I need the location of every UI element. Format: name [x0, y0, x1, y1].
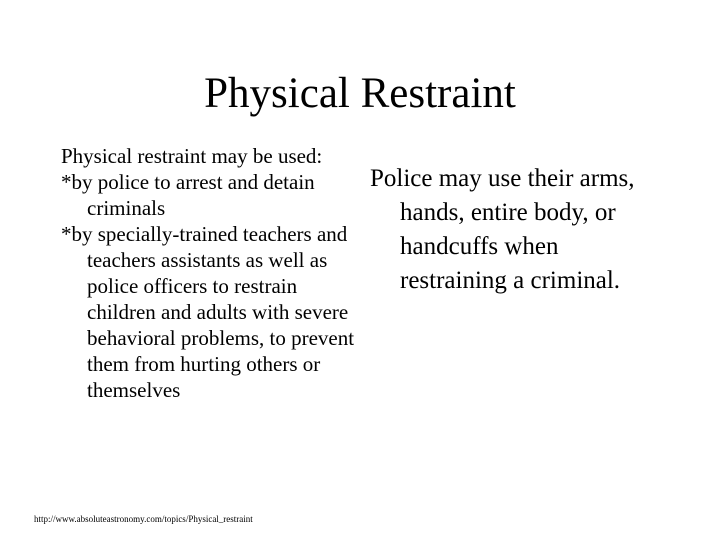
slide-title: Physical Restraint [204, 70, 516, 117]
police-methods: Police may use their arms, hands, entire body, or handcuffs when restraining a criminal. [370, 165, 635, 294]
restraint-use-teachers: *by specially-trained teachers and teachers assistants as well as police officers to restrain children and adults with severe behavioral problems, to prevent them from hurting others or themselves [61, 222, 355, 402]
source-url: http://www.absoluteastronomy.com/topics/Physical_restraint [34, 514, 253, 524]
restraint-use-police: *by police to arrest and detain criminals [61, 170, 315, 220]
left-text-column [61, 143, 361, 403]
right-text-column [370, 162, 670, 298]
restraint-intro: Physical restraint may be used: [61, 144, 323, 168]
